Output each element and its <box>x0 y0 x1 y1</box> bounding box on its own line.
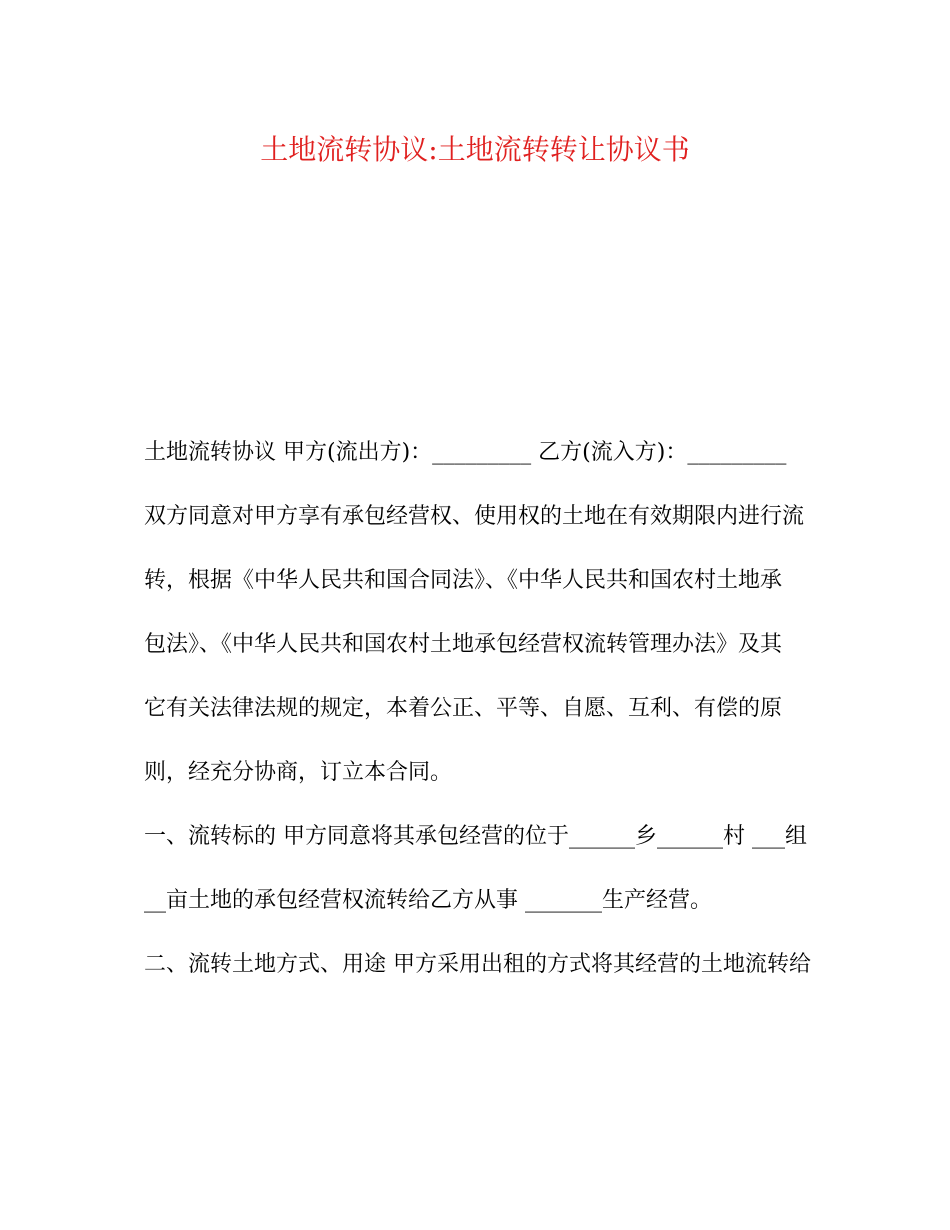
body-line: 则，经充分协商，订立本合同。 <box>144 760 453 785</box>
body-line: 它有关法律法规的规定，本着公正、平等、自愿、互利、有偿的原 <box>144 696 783 721</box>
document-body <box>144 433 814 1009</box>
document-title: 土地流转协议:土地流转转让协议书 <box>260 133 690 166</box>
body-line: 包法》、《中华人民共和国农村土地承包经营权流转管理办法》及其 <box>144 632 783 657</box>
body-line: 土地流转协议 甲方(流出方)：_________ 乙方(流入方)：_________ <box>144 440 787 465</box>
body-line: __亩土地的承包经营权流转给乙方从事 _______生产经营。 <box>144 888 712 913</box>
body-line: 转，根据《中华人民共和国合同法》、《中华人民共和国农村土地承 <box>144 568 783 593</box>
body-line: 二、流转土地方式、用途 甲方采用出租的方式将其经营的土地流转给 <box>144 952 811 977</box>
body-line: 双方同意对甲方享有承包经营权、使用权的土地在有效期限内进行流 <box>144 504 805 529</box>
body-line: 一、流转标的 甲方同意将其承包经营的位于______乡______村 ___组 <box>144 824 807 849</box>
